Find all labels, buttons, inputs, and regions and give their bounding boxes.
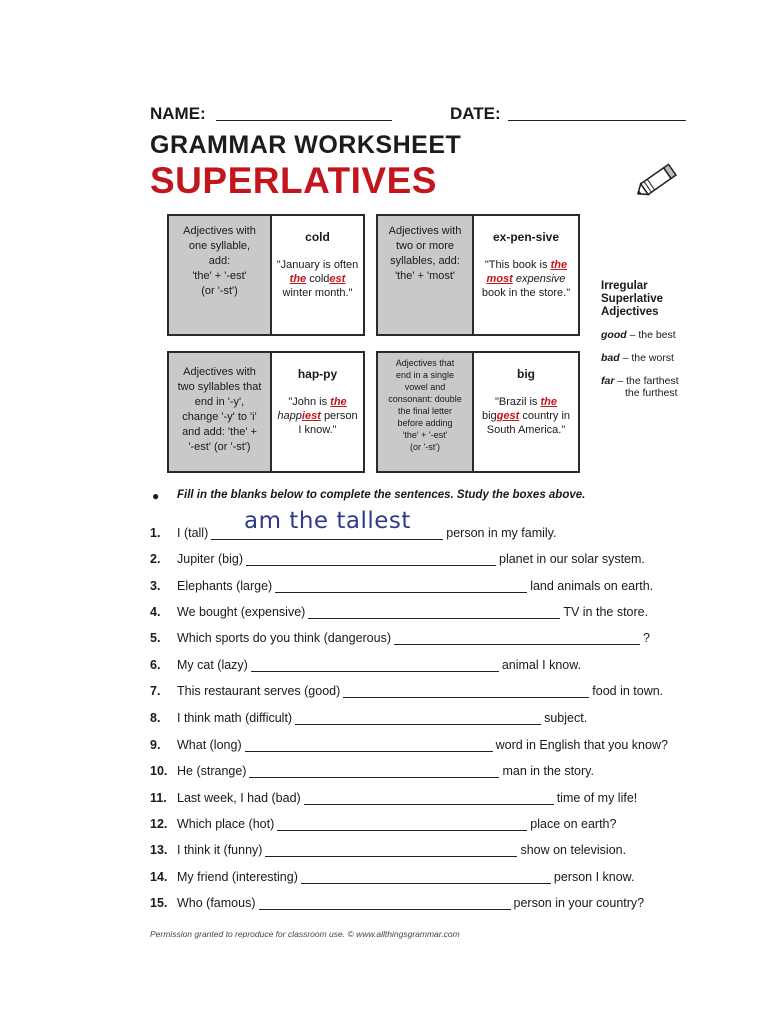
- example-sentence: "This book is the most expensive book in the store.": [481, 259, 571, 299]
- sentence-prompt: I think math (difficult): [177, 711, 293, 725]
- sentence-number: 8.: [150, 711, 161, 725]
- answer-blank-11[interactable]: [304, 792, 554, 805]
- sentence-row: [150, 603, 648, 619]
- rule-line: add:: [208, 255, 231, 267]
- sentence-number: 9.: [150, 738, 161, 752]
- sentence-ending: word in English that you know?: [495, 738, 668, 752]
- sentence-number: 3.: [150, 579, 161, 593]
- sentence-row: [150, 894, 644, 910]
- irregular-item: bad – the worst: [601, 352, 674, 364]
- sentence-number: 1.: [150, 526, 161, 540]
- rule-box-two-syllables: [376, 214, 580, 336]
- rule-box-ending-y: [167, 351, 365, 473]
- sentence-ending: show on television.: [520, 843, 627, 857]
- sentence-prompt: Which sports do you think (dangerous): [177, 631, 391, 645]
- sentence-row: [150, 762, 594, 778]
- sentence-prompt: Last week, I had (bad): [177, 791, 301, 805]
- answer-blank-12[interactable]: [277, 818, 527, 831]
- sentence-prompt: My friend (interesting): [177, 870, 298, 884]
- rule-line: consonant: double: [388, 394, 462, 404]
- sentence-row: [150, 736, 668, 752]
- rule-line: two syllables that: [177, 381, 262, 393]
- rule-line: (or '-st'): [410, 442, 440, 452]
- sentence-ending: ?: [643, 631, 650, 645]
- rule-line: change '-y' to 'i': [182, 411, 257, 423]
- answer-blank-9[interactable]: [245, 739, 493, 752]
- rule-line: end in a single: [395, 370, 455, 380]
- sentence-row: [150, 789, 637, 805]
- sentence-prompt: Elephants (large): [177, 579, 273, 593]
- answer-blank-15[interactable]: [259, 897, 511, 910]
- sentence-ending: time of my life!: [556, 791, 638, 805]
- sentence-prompt: What (long): [177, 738, 242, 752]
- sentence-number: 13.: [150, 843, 168, 857]
- sentence-number: 11.: [150, 791, 167, 805]
- sentence-prompt: Which place (hot): [177, 817, 275, 831]
- sentence-number: 4.: [150, 605, 161, 619]
- sentence-number: 12.: [150, 817, 168, 831]
- rule-box-double-consonant: [376, 351, 580, 473]
- irregular-title-line: Irregular: [601, 280, 648, 292]
- rule-line: vowel and: [404, 382, 446, 392]
- sentence-row: [150, 868, 634, 884]
- sentence-number: 7.: [150, 684, 161, 698]
- sentence-prompt: He (strange): [177, 764, 247, 778]
- example-panel: [474, 353, 578, 471]
- rule-line: the final letter: [397, 406, 453, 416]
- sentence-row: [150, 815, 616, 831]
- sentence-ending: animal I know.: [501, 658, 582, 672]
- sentence-ending: person in your country?: [513, 896, 645, 910]
- sentence-ending: TV in the store.: [563, 605, 649, 619]
- rule-line: Adjectives with: [183, 225, 256, 237]
- example-word: cold: [305, 230, 330, 244]
- answer-blank-3[interactable]: [275, 580, 527, 593]
- date-label: DATE:: [450, 104, 501, 123]
- sentence-prompt: I think it (funny): [177, 843, 263, 857]
- example-panel: [272, 216, 363, 334]
- example-sentence: "January is often the coldest winter month.": [276, 259, 359, 299]
- irregular-title-line: Superlative: [601, 293, 663, 305]
- sentence-ending: person in my family.: [446, 526, 557, 540]
- answer-blank-10[interactable]: [249, 765, 499, 778]
- sentence-number: 15.: [150, 896, 168, 910]
- rule-line: 'the' + '-est': [402, 430, 448, 440]
- sentence-number: 14.: [150, 870, 168, 884]
- example-word: hap-py: [297, 367, 338, 381]
- rule-text: [378, 216, 474, 334]
- irregular-item-extra: the furthest: [625, 387, 678, 399]
- sentence-number: 6.: [150, 658, 161, 672]
- example-sentence: "John is the happiest person I know.": [277, 396, 358, 436]
- rule-line: (or '-st'): [201, 285, 238, 297]
- rule-line: and add: 'the' +: [182, 426, 257, 438]
- sentence-ending: subject.: [544, 711, 588, 725]
- sentence-ending: person I know.: [553, 870, 635, 884]
- sentence-prompt: I (tall): [177, 526, 209, 540]
- answer-blank-2[interactable]: [246, 553, 496, 566]
- worksheet-title: GRAMMAR WORKSHEET: [150, 131, 462, 159]
- example-panel: [272, 353, 363, 471]
- name-label: NAME:: [150, 104, 206, 123]
- rule-box-one-syllable: [167, 214, 365, 336]
- date-field[interactable]: [508, 120, 686, 121]
- sentence-prompt: We bought (expensive): [177, 605, 306, 619]
- rule-line: two or more: [395, 240, 455, 252]
- answer-blank-7[interactable]: [343, 685, 589, 698]
- example-panel: [474, 216, 578, 334]
- copyright-footer: Permission granted to reproduce for classroom use. © www.allthingsgrammar.com: [150, 929, 460, 939]
- rule-line: 'the' + '-est': [192, 270, 247, 282]
- rule-line: 'the' + 'most': [394, 270, 456, 282]
- example-sentence: "Brazil is the biggest country in South America.": [481, 396, 571, 436]
- answer-blank-4[interactable]: [308, 606, 560, 619]
- sentence-row: [150, 577, 653, 593]
- rule-line: syllables, add:: [390, 255, 460, 267]
- handwritten-answer: am the tallest: [244, 508, 411, 534]
- sentence-row: [150, 629, 650, 645]
- sentence-number: 2.: [150, 552, 161, 566]
- rule-text: [169, 216, 272, 334]
- sentence-prompt: Who (famous): [177, 896, 256, 910]
- rule-line: '-est' (or '-st'): [188, 441, 251, 453]
- irregular-title-line: Adjectives: [601, 306, 659, 318]
- pencil-icon: [632, 160, 682, 202]
- sentence-ending: planet in our solar system.: [499, 552, 645, 566]
- sentence-row: [150, 841, 626, 857]
- example-word: big: [517, 367, 535, 381]
- rule-line: before adding: [397, 418, 453, 428]
- sentence-row: [150, 656, 581, 672]
- irregular-adjectives: [601, 280, 711, 399]
- sentence-ending: place on earth?: [530, 817, 617, 831]
- rule-line: end in '-y',: [194, 396, 245, 408]
- sentence-row: [150, 682, 663, 698]
- worksheet-subtitle: SUPERLATIVES: [150, 160, 437, 201]
- irregular-item: good – the best: [601, 329, 676, 341]
- rule-text: [169, 353, 272, 471]
- rule-line: Adjectives with: [388, 225, 462, 237]
- bullet-icon: ●: [152, 489, 160, 503]
- rule-line: one syllable,: [188, 240, 251, 252]
- rule-line: Adjectives with: [183, 366, 256, 378]
- instructions: Fill in the blanks below to complete the sentences. Study the boxes above.: [177, 489, 586, 501]
- name-field[interactable]: [216, 120, 392, 121]
- irregular-item: far – the farthest: [601, 375, 679, 387]
- sentence-prompt: My cat (lazy): [177, 658, 248, 672]
- answer-blank-13[interactable]: [265, 844, 517, 857]
- sentence-ending: land animals on earth.: [530, 579, 654, 593]
- answer-blank-6[interactable]: [251, 659, 499, 672]
- answer-blank-8[interactable]: [295, 712, 541, 725]
- sentence-number: 5.: [150, 631, 161, 645]
- answer-blank-5[interactable]: [394, 632, 640, 645]
- rule-text: [378, 353, 474, 471]
- answer-blank-14[interactable]: [301, 871, 551, 884]
- example-word: ex-pen-sive: [492, 230, 560, 244]
- sentence-row: [150, 709, 587, 725]
- sentence-prompt: This restaurant serves (good): [177, 684, 341, 698]
- sentence-row: [150, 550, 645, 566]
- sentence-number: 10.: [150, 764, 168, 778]
- sentence-prompt: Jupiter (big): [177, 552, 243, 566]
- sentence-ending: man in the story.: [502, 764, 594, 778]
- rule-line: Adjectives that: [395, 358, 455, 368]
- sentence-ending: food in town.: [592, 684, 664, 698]
